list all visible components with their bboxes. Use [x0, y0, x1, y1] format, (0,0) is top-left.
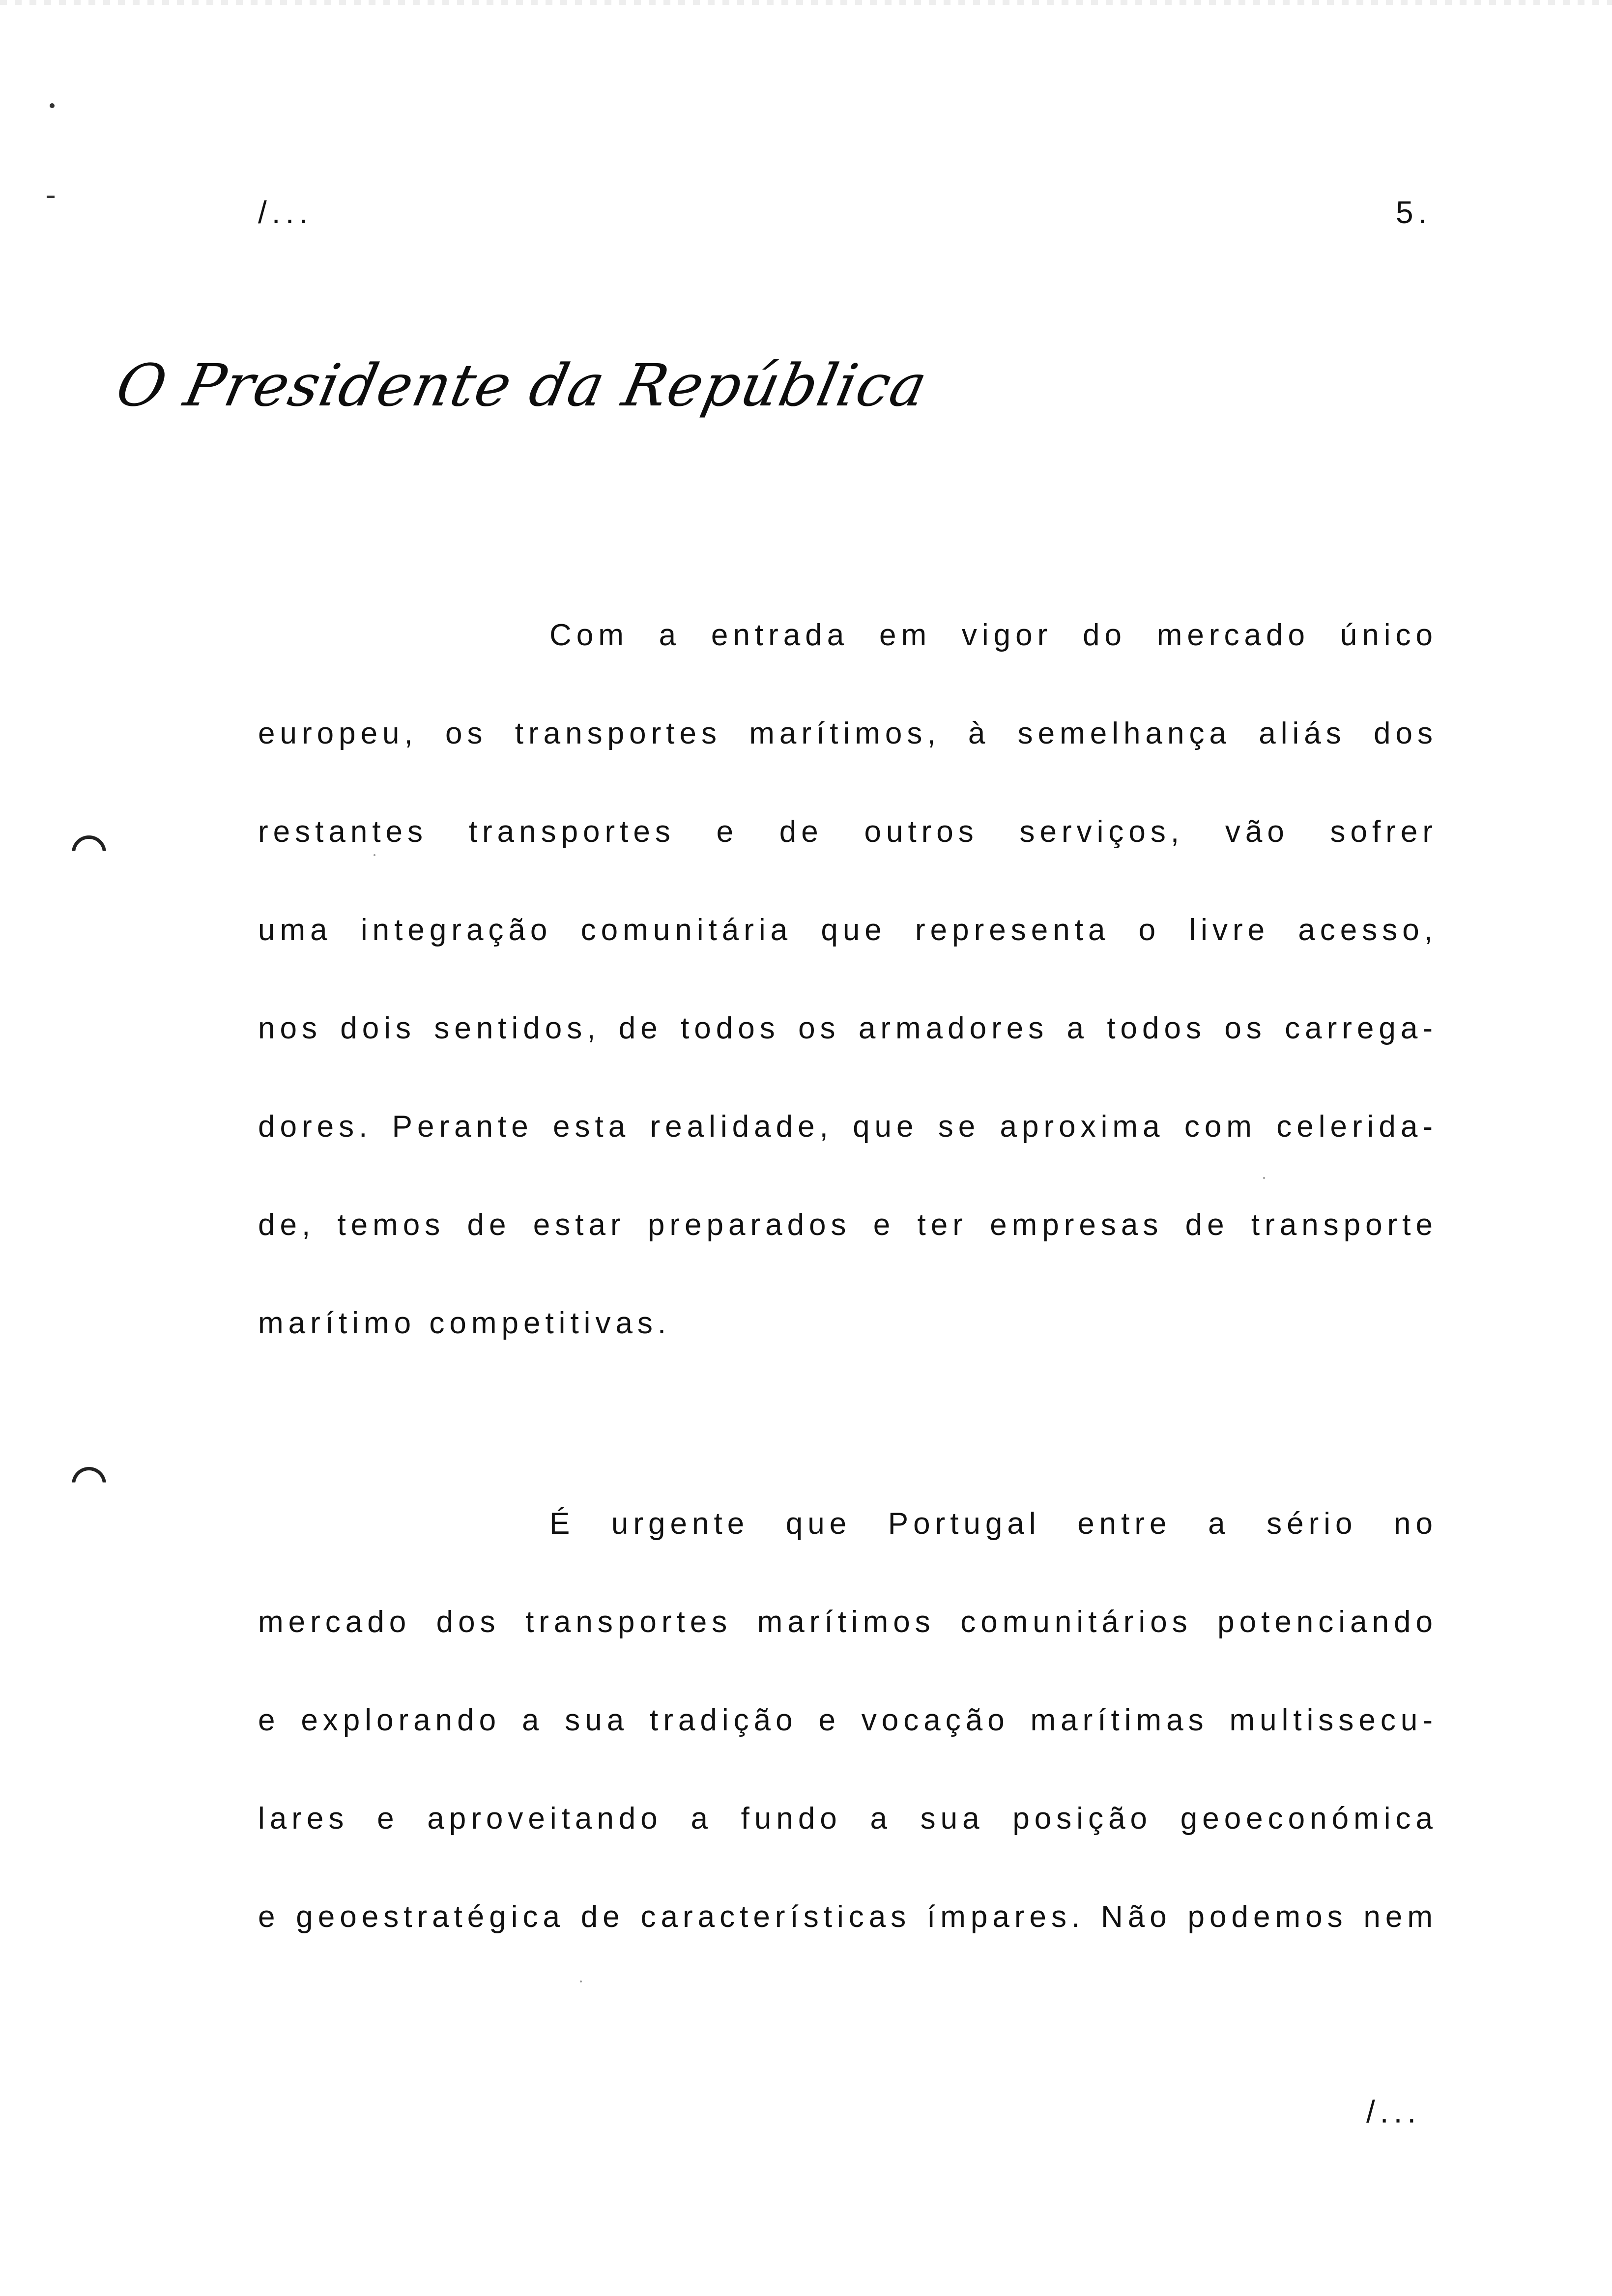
- punch-hole-bottom: [72, 1467, 106, 1501]
- paragraph-2-line-1: É urgente que Portugal entre a sério no: [549, 1507, 1438, 1541]
- page-number: 5.: [1396, 195, 1432, 230]
- letterhead-title: O Presidente da República: [111, 351, 934, 419]
- scan-speck: [580, 1980, 582, 1982]
- paragraph-1-line-8: marítimo competitivas.: [258, 1306, 671, 1340]
- paragraph-1-line-4: uma integração comunitária que representa o livre acesso,: [258, 913, 1438, 947]
- paragraph-1-line-7: de, temos de estar preparados e ter empresas de transporte: [258, 1208, 1438, 1242]
- paragraph-1-line-6: dores. Perante esta realidade, que se aproxima com celerida-: [258, 1110, 1438, 1144]
- paragraph-2-line-4: lares e aproveitando a fundo a sua posição geoeconómica: [258, 1802, 1438, 1836]
- margin-dash: [47, 196, 55, 198]
- paragraph-2-line-3: e explorando a sua tradição e vocação marítimas multissecu-: [258, 1703, 1438, 1737]
- paragraph-1-line-5: nos dois sentidos, de todos os armadores a todos os carrega-: [258, 1011, 1438, 1045]
- paragraph-2-line-2: mercado dos transportes marítimos comunitários potenciando: [258, 1605, 1438, 1639]
- footer-continuation-mark: /...: [1366, 2094, 1421, 2129]
- paragraph-1-line-2: europeu, os transportes marítimos, à semelhança aliás dos: [258, 717, 1438, 750]
- paragraph-2-line-5: e geoestratégica de características ímpares. Não podemos nem: [258, 1900, 1438, 1934]
- margin-dot: [50, 103, 55, 108]
- header-continuation-mark: /...: [258, 195, 313, 230]
- punch-hole-top: [72, 835, 106, 870]
- paragraph-1-line-1: Com a entrada em vigor do mercado único: [549, 618, 1438, 652]
- scan-speck: [374, 854, 375, 856]
- scan-speck: [1263, 1177, 1265, 1179]
- paragraph-1-line-3: restantes transportes e de outros serviços, vão sofrer: [258, 815, 1438, 849]
- scan-edge: [0, 0, 1612, 5]
